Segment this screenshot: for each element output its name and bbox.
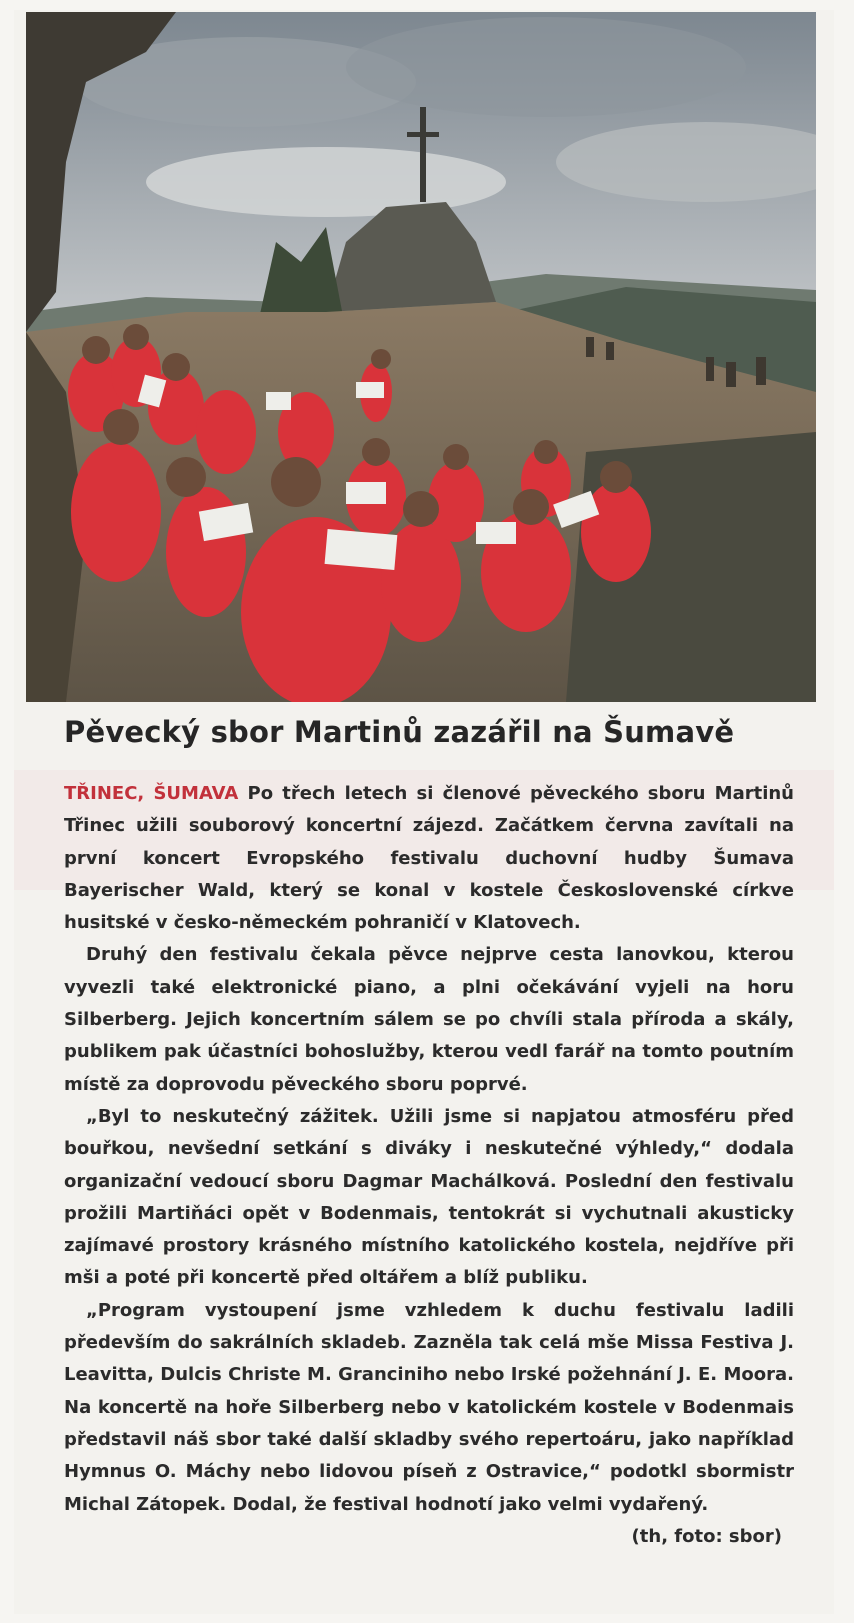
article-body: [64, 778, 794, 1553]
article-photo: [26, 12, 816, 702]
article-headline: Pěvecký sbor Martinů zazářil na Šumavě: [64, 715, 735, 749]
photo-credit: (th, foto: sbor): [631, 1525, 782, 1547]
article-paragraph: [64, 778, 794, 939]
newspaper-clipping: [14, 10, 834, 1614]
article-paragraph: [64, 1295, 794, 1547]
article-paragraph: „Byl to neskutečný zážitek. Užili jsme si napjatou atmosféru před bouřkou, nevšední setkání s diváky i neskutečné výhledy,“ dodala organizační vedoucí sboru Dagmar Machálková. Poslední den festivalu prožili Martiňáci opět v Bodenmais, tentokrát si vychutnali akusticky zajímavé prostory krásného místního katolického kostela, nejdříve při mši a poté při koncertě před oltářem a blíž publiku.: [64, 1105, 794, 1289]
article-paragraph: Druhý den festivalu čekala pěvce nejprve cesta lanovkou, kterou vyvezli také elektronické piano, a plni očekávání vyjeli na horu Silberberg. Jejich koncertním sálem se po chvíli stala příroda a skály, publikem pak účastníci bohoslužby, kterou vedl farář na tomto poutním místě za doprovodu pěveckého sboru poprvé.: [64, 944, 794, 1095]
paragraph-text: Po třech letech si členové pěveckého sboru Martinů Třinec užili souborový koncertní zájezd. Začátkem června zavítali na první koncert Evropského festivalu duchovní hudby Šumava Bayerischer Wald, který se konal v kostele Československé církve husitské v česko-německém pohraničí v Klatovech.: [64, 783, 794, 934]
choir-on-mountain-photo: [26, 12, 816, 702]
paragraph-text: „Program vystoupení jsme vzhledem k duchu festivalu ladili především do sakrálních skladeb. Zazněla tak celá mše Missa Festiva J. Leavitta, Dulcis Christe M. Granciniho nebo Irské požehnání J. E. Moora. Na koncertě na hoře Silberberg nebo v katolickém kostele v Bodenmais představil náš sbor také další skladby svého repertoáru, jako například Hymnus O. Máchy nebo lidovou píseň z Ostravice,“ podotkl sbormistr Michal Zátopek. Dodal, že festival hodnotí jako velmi vydařený.: [64, 1299, 794, 1515]
dateline: TŘINEC, ŠUMAVA: [64, 783, 239, 804]
